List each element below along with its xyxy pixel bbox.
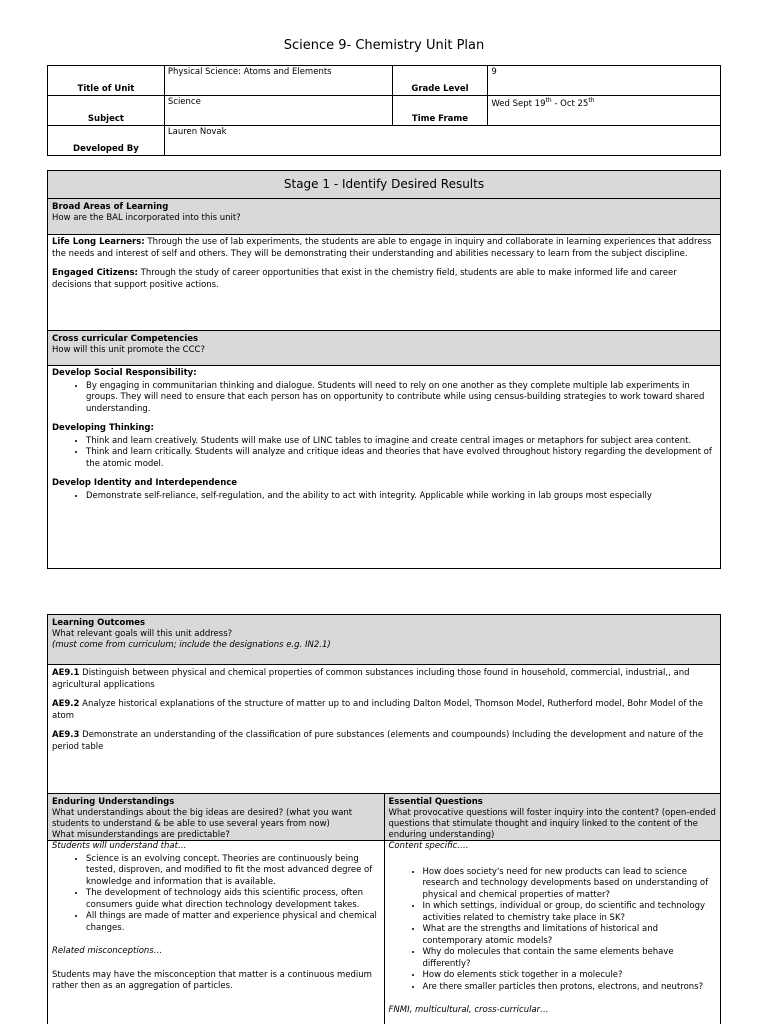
list-item: • In which settings, individual or group, do scientific and technology activities related to chemistry take place in SK?: [423, 901, 717, 924]
bal-header: [48, 199, 720, 235]
grade-level-label: Grade Level: [392, 66, 488, 96]
outcomes-header: [48, 615, 720, 665]
essential-content: [385, 841, 721, 1019]
misconceptions-text: Students may have the misconception that matter is a continuous medium rather then as an aggregation of particles.: [52, 969, 372, 991]
outcomes-note: (must come from curriculum; include the designations e.g. IN2.1): [52, 640, 331, 650]
outcomes-question: What relevant goals will this unit address?: [52, 629, 233, 639]
outcomes-content: [48, 665, 720, 793]
enduring-heading: Enduring Understandings: [52, 797, 175, 807]
developed-by-label: Developed By: [48, 126, 165, 156]
list-item: • Demonstrate self-reliance, self-regulation, and the ability to act with integrity. Applicable while working in lab groups most especially: [86, 491, 716, 503]
essential-list: [389, 867, 717, 994]
life-long-learners: Life Long Learners: Through the use of lab experiments, the students are able to engage in inquiry and collaborate in learning experiences that address the needs and interest of self and others. They will be demonstrating their understanding and abilities necessary to learn from the subject discipline.: [52, 237, 712, 259]
dt-list: [52, 436, 716, 471]
outcome-item: AE9.2 Analyze historical explanations of the structure of matter up to and including Dalton Model, Thomson Model, Rutherford model, Bohr Model of the atom: [52, 699, 703, 721]
ccc-heading: Cross curricular Competencies: [52, 334, 199, 344]
stage1-heading: Stage 1 - Identify Desired Results: [48, 171, 720, 199]
list-item: • The development of technology aids this scientific process, often consumers guide what direction technology development takes.: [86, 888, 380, 911]
essential-question: What provocative questions will foster inquiry into the content? (open-ended questions that stimulate thought and inquiry linked to the content of the enduring understanding): [388, 808, 716, 840]
dt-label: Developing Thinking:: [52, 423, 154, 433]
dsr-label: Develop Social Responsibility:: [52, 368, 197, 378]
list-item: • How does society's need for new products can lead to science research and technology developments based on understanding of physical and chemical properties of matter?: [423, 867, 717, 902]
enduring-content: [48, 841, 384, 995]
outcome-item: AE9.3 Demonstrate an understanding of the classification of pure substances (elements and coumpounds) Including the development and nature of the period table: [52, 730, 704, 752]
time-frame-value: Wed Sept 19th - Oct 25th: [488, 96, 721, 126]
list-item: • How do elements stick together in a molecule?: [423, 970, 717, 982]
essential-header: [385, 794, 721, 841]
bal-heading: Broad Areas of Learning: [52, 202, 169, 212]
stage1-section: [47, 170, 721, 569]
title-of-unit-value: Physical Science: Atoms and Elements: [164, 66, 392, 96]
subject-label: Subject: [48, 96, 165, 126]
dii-list: [52, 491, 716, 503]
grade-level-value: 9: [488, 66, 721, 96]
outcome-item: AE9.1 Distinguish between physical and chemical properties of common substances including those found in household, commercial, industrial,, and agricultural applications: [52, 668, 690, 690]
list-item: • By engaging in communitarian thinking and dialogue. Students will need to rely on one another as they complete multiple lab experiments in groups. They will need to ensure that each person has on opportunity to contribute while using census-building strategies to work toward shared understanding.: [86, 381, 716, 416]
enduring-question: What understandings about the big ideas are desired? (what you want students to understand & be able to use several years from now): [52, 808, 353, 829]
outcomes-heading: Learning Outcomes: [52, 618, 146, 628]
essential-intro: Content specific….: [388, 841, 469, 851]
engaged-citizens: Engaged Citizens: Through the study of career opportunities that exist in the chemistry field, students are able to make informed life and career decisions that support positive actions.: [52, 268, 677, 290]
understandings-questions: [48, 793, 720, 1024]
enduring-column: [48, 794, 384, 1024]
page-title: Science 9- Chemistry Unit Plan: [283, 38, 485, 53]
misconceptions-label: Related misconceptions…: [52, 946, 163, 956]
list-item: • What are the strengths and limitations of historical and contemporary atomic models?: [423, 924, 717, 947]
list-item: • All things are made of matter and experience physical and chemical changes.: [86, 911, 380, 934]
enduring-list: [52, 854, 380, 935]
dii-label: Develop Identity and Interdependence: [52, 478, 238, 488]
ccc-header: [48, 331, 720, 366]
list-item: • Think and learn critically. Students will analyze and critique ideas and theories that have evolved throughout history regarding the development of the atomic model.: [86, 447, 716, 470]
dsr-list: [52, 381, 716, 416]
outcomes-section: [47, 614, 721, 1024]
list-item: • Science is an evolving concept. Theories are continuously being tested, disproven, and modified to fit the most advanced degree of knowledge and information that is available.: [86, 854, 380, 889]
title-of-unit-label: Title of Unit: [48, 66, 165, 96]
essential-column: [384, 794, 721, 1024]
subject-value: Science: [164, 96, 392, 126]
unit-info-table: [47, 65, 721, 156]
enduring-header: [48, 794, 384, 841]
essential-footer: FNMI, multicultural, cross-curricular…: [388, 1005, 549, 1015]
bal-question: How are the BAL incorporated into this unit?: [52, 213, 241, 223]
ccc-content: [48, 366, 720, 504]
list-item: • Why do molecules that contain the same elements behave differently?: [423, 947, 717, 970]
enduring-intro: Students will understand that…: [52, 841, 187, 851]
time-frame-label: Time Frame: [392, 96, 488, 126]
ccc-question: How will this unit promote the CCC?: [52, 345, 205, 355]
bal-content: [48, 235, 720, 331]
list-item: • Think and learn creatively. Students will make use of LINC tables to imagine and create central images or metaphors for subject area content.: [86, 436, 716, 448]
developed-by-value: Lauren Novak: [164, 126, 720, 156]
list-item: • Are there smaller particles then protons, electrons, and neutrons?: [423, 982, 717, 994]
essential-heading: Essential Questions: [388, 797, 483, 807]
enduring-question2: What misunderstandings are predictable?: [52, 830, 230, 840]
